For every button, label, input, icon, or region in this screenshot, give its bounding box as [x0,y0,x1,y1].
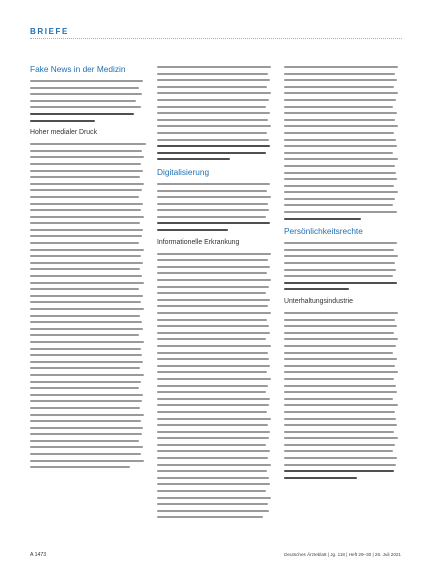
text-line [30,255,141,257]
text-line [30,93,142,95]
text-line [284,437,398,439]
text-line [30,446,143,448]
text-line [284,424,397,426]
text-line [284,152,393,154]
text-line [284,391,397,393]
text-line [157,378,271,380]
text-line [30,433,142,435]
text-line [157,444,266,446]
text-line [157,510,269,512]
text-line [30,321,142,323]
text-line [30,440,139,442]
text-line [30,120,95,122]
text-line [30,242,139,244]
text-line [30,354,142,356]
text-line [30,156,144,158]
text-line [157,229,228,231]
text-line [284,145,397,147]
text-line [284,404,398,406]
text-line [284,282,397,284]
text-line [30,163,141,165]
text-line [30,196,139,198]
text-line [284,125,398,127]
text-line [30,315,140,317]
text-line [30,189,142,191]
text-line [284,249,394,251]
text-line [284,464,396,466]
text-line [30,308,144,310]
text-line [284,457,397,459]
text-line [284,139,396,141]
text-line [284,332,394,334]
text-line [30,348,141,350]
body-text-block [157,251,275,521]
body-text-block [284,64,402,222]
text-line [157,371,267,373]
text-line [157,196,271,198]
text-line [284,185,394,187]
text-line [157,190,267,192]
text-line [157,266,270,268]
text-line [284,431,394,433]
section-subhead: Hoher medialer Druck [30,129,98,137]
text-line [157,73,268,75]
text-line [30,374,144,376]
body-text-block [157,64,275,163]
text-line [157,119,268,121]
text-line [157,286,269,288]
text-line [30,453,141,455]
text-line [284,288,349,290]
text-line [30,87,139,89]
text-line [284,132,394,134]
text-line [30,334,139,336]
text-line [30,275,142,277]
text-line [30,170,143,172]
column-1 [30,60,148,471]
text-line [157,259,268,261]
text-line [30,466,130,468]
body-text-block [157,181,275,234]
section-rubric: BRIEFE [30,27,69,36]
text-line [157,497,271,499]
text-line [157,503,268,505]
text-line [30,150,142,152]
text-line [284,319,395,321]
text-line [284,371,398,373]
text-line [157,332,270,334]
text-line [157,450,270,452]
text-line [284,477,357,479]
text-line [157,99,269,101]
text-line [284,338,398,340]
text-line [30,414,144,416]
text-line [284,158,398,160]
text-line [284,79,397,81]
text-line [30,460,144,462]
text-line [284,191,398,193]
text-line [157,391,266,393]
text-line [157,358,269,360]
text-line [284,444,395,446]
text-line [157,272,267,274]
text-line [30,341,144,343]
text-line [157,305,268,307]
text-line [284,86,394,88]
text-line [157,457,268,459]
section-subhead: Informationelle Erkrankung [157,238,240,246]
text-line [157,516,263,518]
text-line [284,385,396,387]
text-line [30,143,146,145]
text-line [284,172,396,174]
text-line [284,325,397,327]
text-line [30,235,142,237]
text-line [284,99,396,101]
text-line [284,365,395,367]
text-line [157,125,271,127]
text-line [30,288,139,290]
text-line [284,269,396,271]
text-line [30,407,140,409]
text-line [30,367,140,369]
text-line [157,385,268,387]
text-line [30,100,136,102]
text-line [157,352,268,354]
text-line [284,470,394,472]
text-line [284,92,398,94]
text-line [30,268,140,270]
rubric-divider [30,38,402,39]
text-line [30,282,144,284]
text-line [157,312,271,314]
text-line [157,431,270,433]
text-line [157,319,267,321]
text-line [284,242,397,244]
section-subhead: Unterhaltungsindustrie [284,298,353,305]
text-line [30,387,139,389]
text-line [157,464,271,466]
text-line [284,178,397,180]
text-line [157,398,270,400]
text-line [284,255,398,257]
text-line [30,176,140,178]
text-line [30,113,134,115]
text-line [157,424,268,426]
text-line [284,275,393,277]
text-line [30,420,141,422]
text-line [157,183,270,185]
text-line [157,79,270,81]
text-line [30,106,141,108]
text-line [157,365,270,367]
text-line [30,183,144,185]
text-line [284,73,395,75]
text-line [30,361,143,363]
text-line [157,345,271,347]
page-number: A 1473 [30,552,47,558]
body-text-block [284,240,402,293]
text-line [30,222,140,224]
text-line [284,450,393,452]
column-2 [157,60,275,521]
text-line [157,158,230,160]
text-line [157,470,267,472]
text-line [157,253,271,255]
text-line [284,165,395,167]
text-line [157,411,267,413]
text-line [157,292,266,294]
text-line [30,203,143,205]
text-line [284,411,395,413]
text-line [30,427,143,429]
text-line [30,216,144,218]
text-line [157,418,271,420]
journal-footer: Deutsches Ärzteblatt | Jg. 118 | Heft 29–30 | 26. Juli 2021 [284,552,401,557]
text-line [284,218,361,220]
text-line [284,398,393,400]
text-line [284,378,394,380]
text-line [284,106,393,108]
letter-title: Persönlichkeitsrechte [284,226,363,237]
text-line [157,437,269,439]
text-line [284,418,396,420]
text-line [157,145,270,147]
text-line [157,404,269,406]
body-text-block [30,141,148,471]
text-line [284,204,393,206]
text-line [157,477,269,479]
text-line [157,279,271,281]
text-line [30,328,143,330]
text-line [30,400,142,402]
text-line [30,209,141,211]
text-line [157,92,271,94]
text-line [284,345,396,347]
text-line [284,112,397,114]
text-line [284,358,397,360]
body-text-block [284,310,402,481]
letter-title: Fake News in der Medizin [30,64,126,74]
text-line [284,198,395,200]
text-line [157,132,267,134]
text-line [284,119,395,121]
text-line [284,352,393,354]
letter-title: Digitalisierung [157,166,210,177]
text-line [284,262,395,264]
text-line [284,66,398,68]
text-line [30,80,143,82]
text-line [30,229,143,231]
text-line [157,222,270,224]
text-line [157,490,266,492]
text-line [157,106,266,108]
text-line [157,325,269,327]
text-line [30,301,141,303]
text-line [157,66,271,68]
text-line [157,483,270,485]
text-line [30,394,143,396]
text-line [157,203,268,205]
text-line [284,211,397,213]
text-line [157,152,266,154]
body-text-block [30,78,148,124]
text-line [284,312,398,314]
text-line [30,381,141,383]
text-line [157,209,269,211]
text-line [157,139,269,141]
text-line [30,249,144,251]
text-line [157,338,266,340]
text-line [157,216,266,218]
text-line [30,262,143,264]
text-line [157,299,270,301]
column-3 [284,60,402,481]
text-line [30,295,143,297]
text-line [157,112,270,114]
text-line [157,86,267,88]
